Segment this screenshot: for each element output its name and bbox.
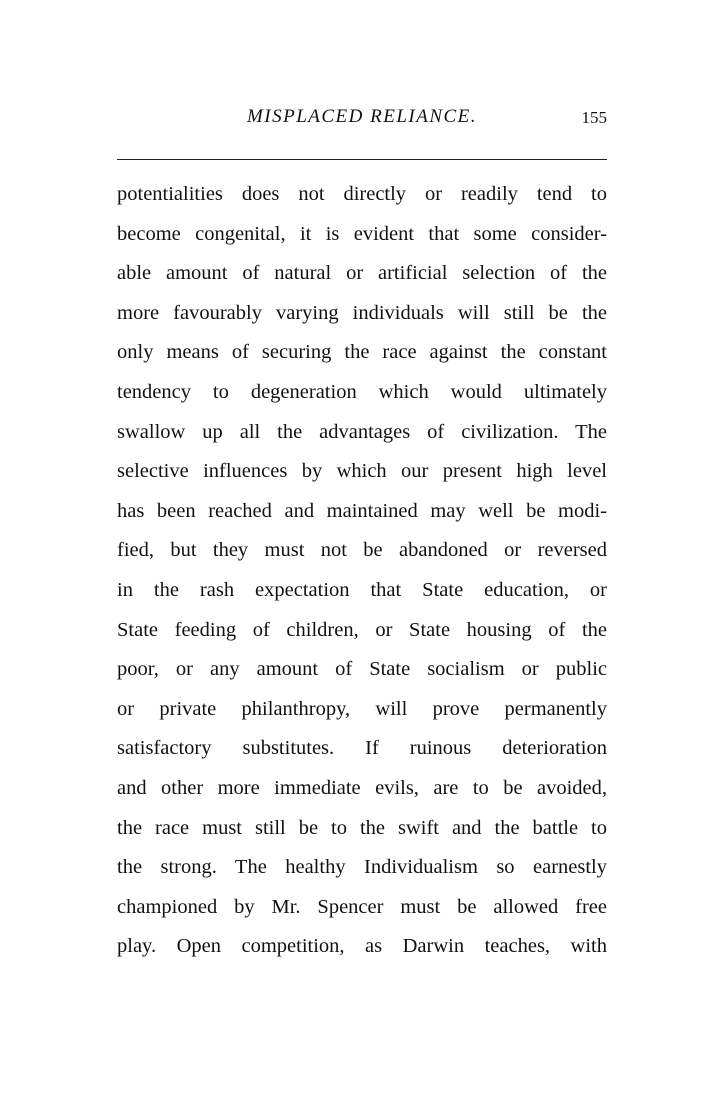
text-line <box>117 611 607 651</box>
line-text: or private philanthropy, will prove permanently <box>117 697 607 720</box>
text-line <box>117 492 607 532</box>
text-line <box>117 650 607 690</box>
header-rule <box>117 159 607 160</box>
running-title: MISPLACED RELIANCE. <box>246 106 478 127</box>
page-number: 155 <box>581 108 607 127</box>
body-text <box>117 175 607 967</box>
text-line <box>117 769 607 809</box>
line-text: the strong. The healthy Individualism so earnestly <box>117 856 607 879</box>
text-line <box>117 888 607 928</box>
line-text: fied, but they must not be abandoned or reversed <box>117 539 607 562</box>
line-text: become congenital, it is evident that some consider- <box>117 222 607 245</box>
line-text: and other more immediate evils, are to be avoided, <box>117 776 607 799</box>
text-line <box>117 729 607 769</box>
line-text: in the rash expectation that State education, or <box>117 578 607 601</box>
text-line <box>117 413 607 453</box>
text-line <box>117 452 607 492</box>
line-text: poor, or any amount of State socialism or public <box>117 658 607 681</box>
text-line <box>117 373 607 413</box>
text-line <box>117 571 607 611</box>
text-line <box>117 215 607 255</box>
line-text: able amount of natural or artificial selection of the <box>117 262 607 285</box>
line-text: championed by Mr. Spencer must be allowed free <box>117 895 607 918</box>
text-line <box>117 333 607 373</box>
text-line <box>117 927 607 967</box>
text-line <box>117 809 607 849</box>
line-text: State feeding of children, or State housing of the <box>117 618 607 641</box>
text-line <box>117 254 607 294</box>
line-text: the race must still be to the swift and the battle to <box>117 816 607 839</box>
line-text: potentialities does not directly or readily tend to <box>117 183 607 205</box>
text-line <box>117 690 607 730</box>
text-line <box>117 175 607 215</box>
text-line <box>117 531 607 571</box>
line-text: play. Open competition, as Darwin teaches, with <box>117 935 607 958</box>
line-text: more favourably varying individuals will still be the <box>117 301 607 324</box>
line-text: swallow up all the advantages of civilization. The <box>117 420 607 443</box>
page-header <box>117 106 607 136</box>
text-line <box>117 294 607 334</box>
line-text: selective influences by which our present high level <box>117 460 607 483</box>
line-text: tendency to degeneration which would ultimately <box>117 380 607 403</box>
line-text: has been reached and maintained may well be modi- <box>117 499 607 522</box>
line-text: satisfactory substitutes. If ruinous deterioration <box>117 737 607 760</box>
text-line <box>117 848 607 888</box>
line-text: only means of securing the race against the constant <box>117 341 607 364</box>
